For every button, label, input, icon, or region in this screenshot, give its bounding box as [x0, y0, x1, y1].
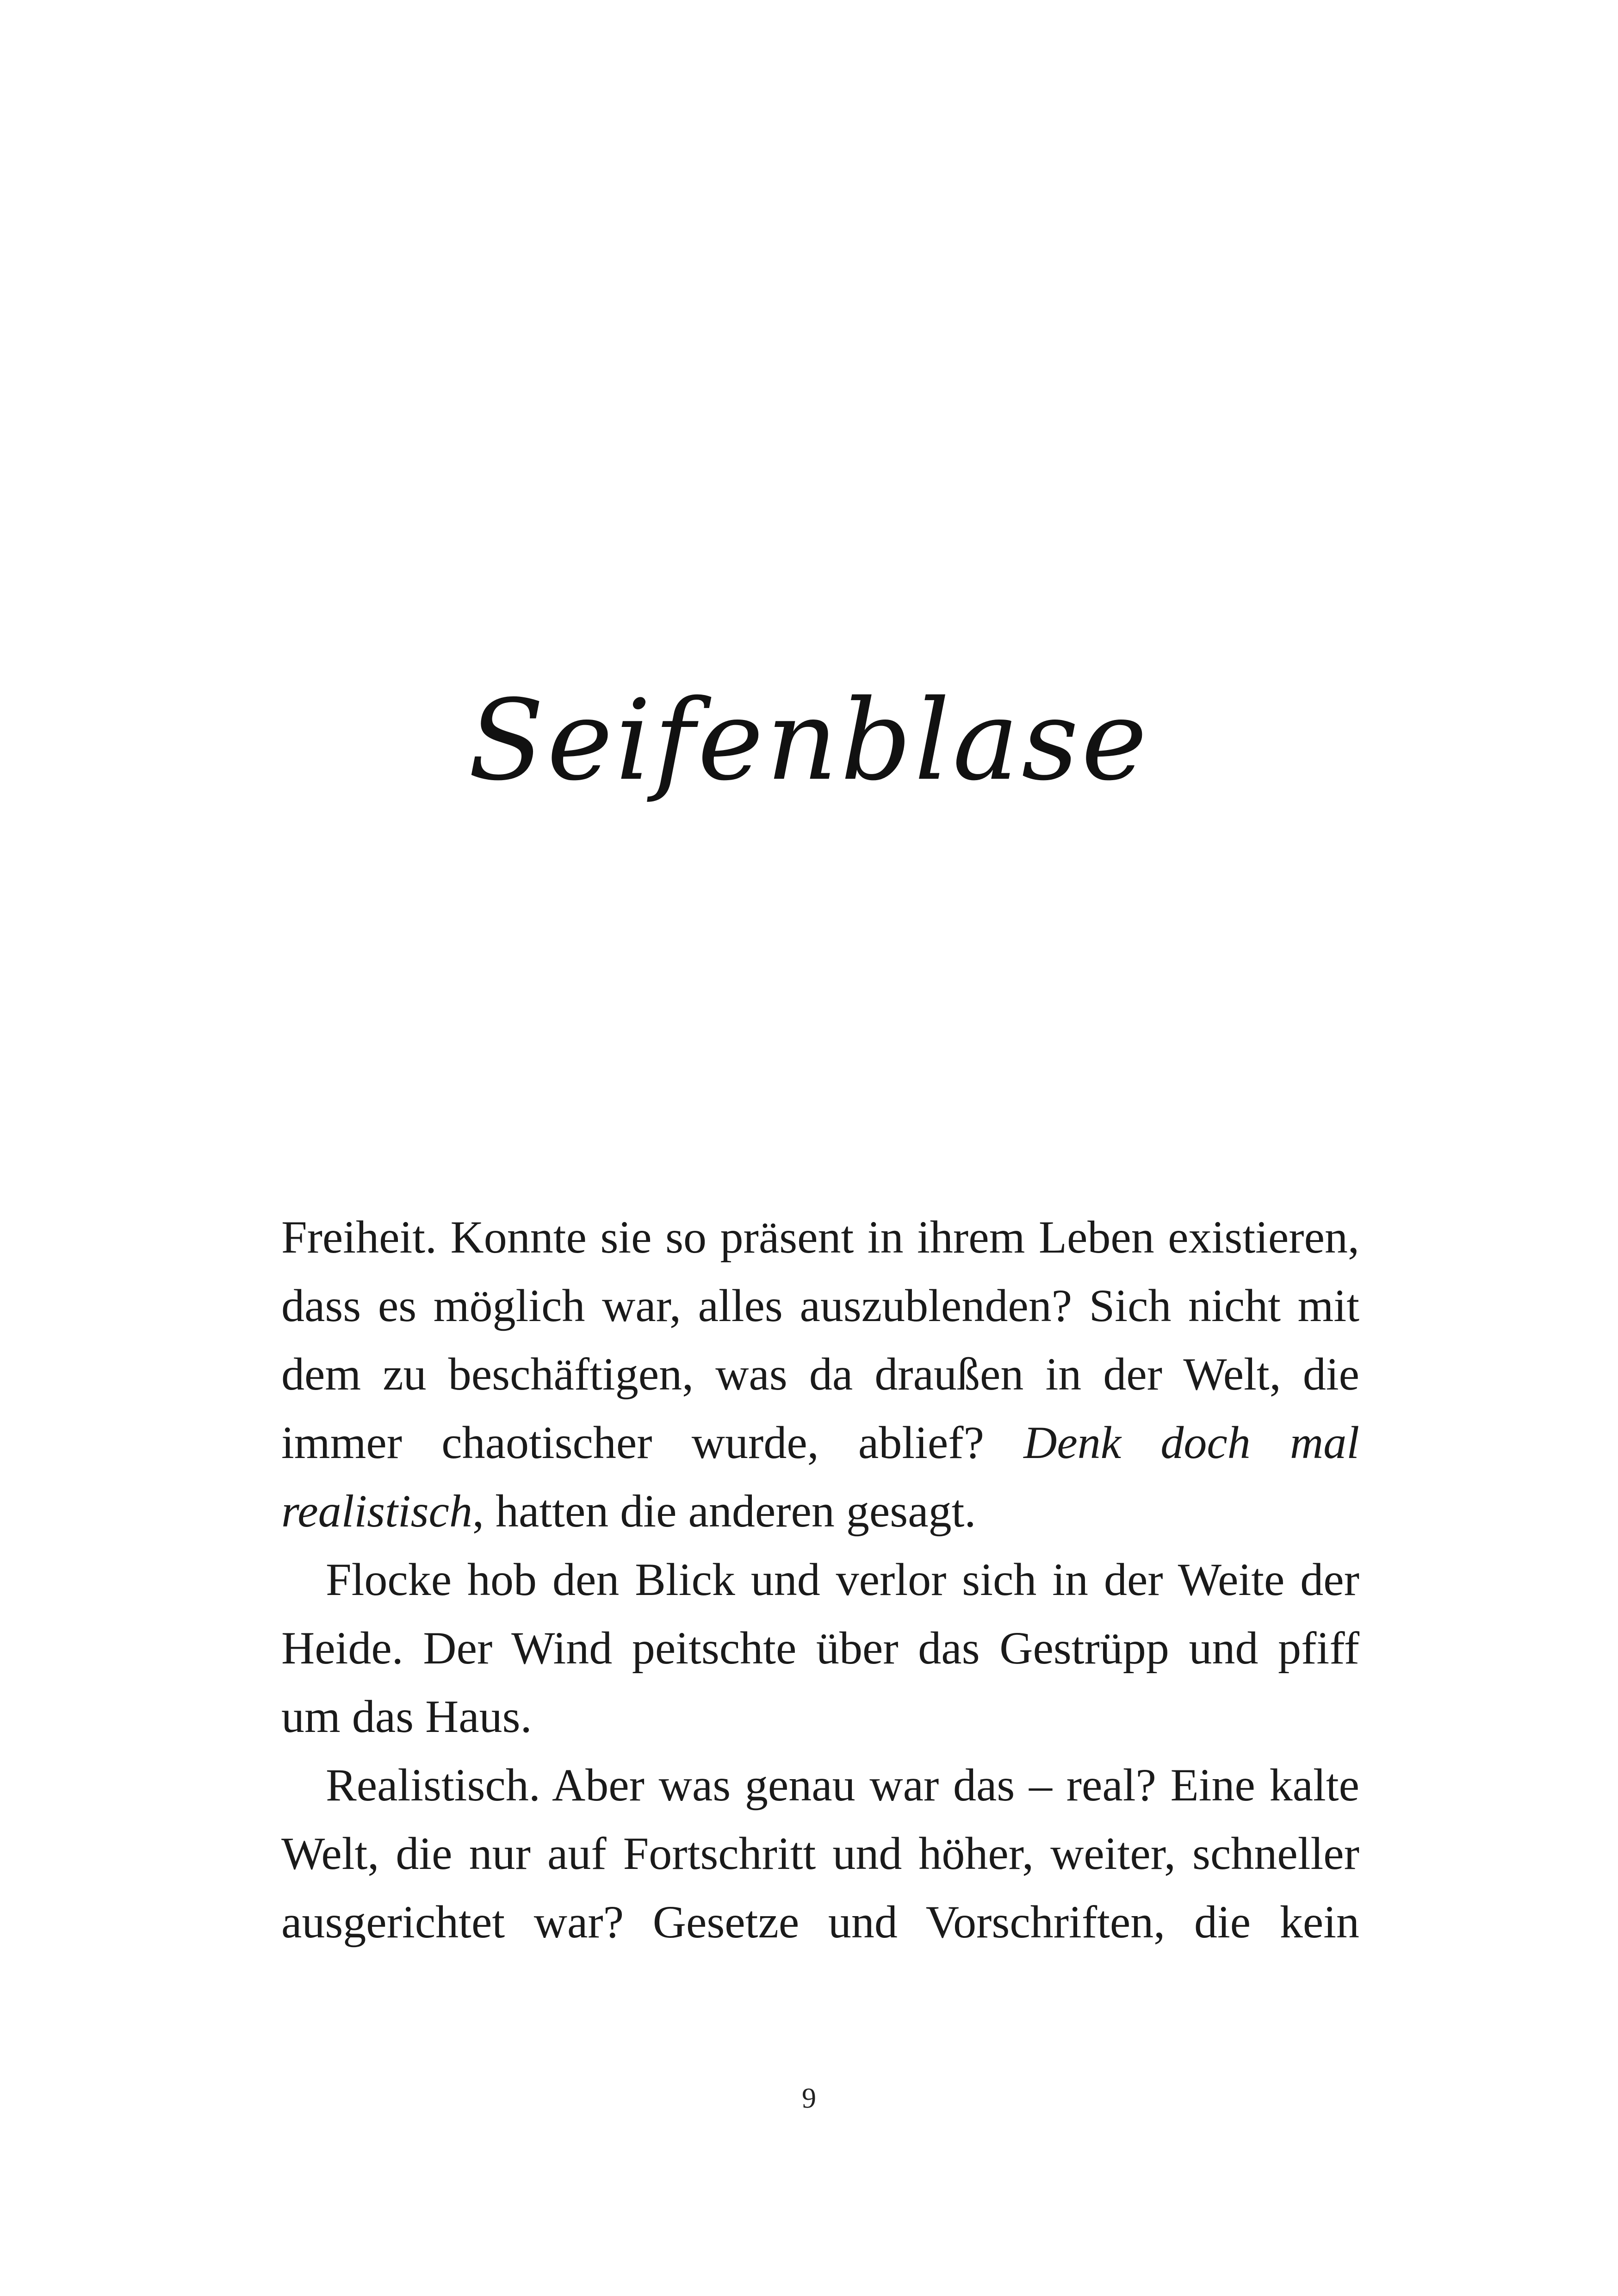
paragraph-3: Realistisch. Aber was genau war das – real? Eine kalte Welt, die nur auf Fortschritt und höher, weiter, schneller ausgerichtet war? Gesetze und Vorschriften, die kein: [281, 1759, 1359, 1948]
paragraph-1-text-start: Freiheit. Konnte sie so präsent in ihrem Leben existieren, dass es möglich war, alles auszublenden? Sich nicht mit dem zu beschäftigen, was da draußen in der Welt, die immer chaotischer wurde, ablief?: [281, 1211, 1359, 1468]
page-number: 9: [802, 2083, 816, 2114]
paragraph-1-emphasis: Denk doch mal realistisch: [281, 1417, 1360, 1537]
paragraph-1-text-end: , hatten die anderen gesagt.: [472, 1485, 976, 1537]
chapter-title: Seifenblase: [468, 676, 1150, 805]
paragraph-2: Flocke hob den Blick und verlor sich in der Weite der Heide. Der Wind peitschte über das Gestrüpp und pfiff um das Haus.: [281, 1554, 1359, 1742]
body-text: [281, 1203, 1359, 1956]
paragraph-1: [281, 1203, 1359, 1545]
